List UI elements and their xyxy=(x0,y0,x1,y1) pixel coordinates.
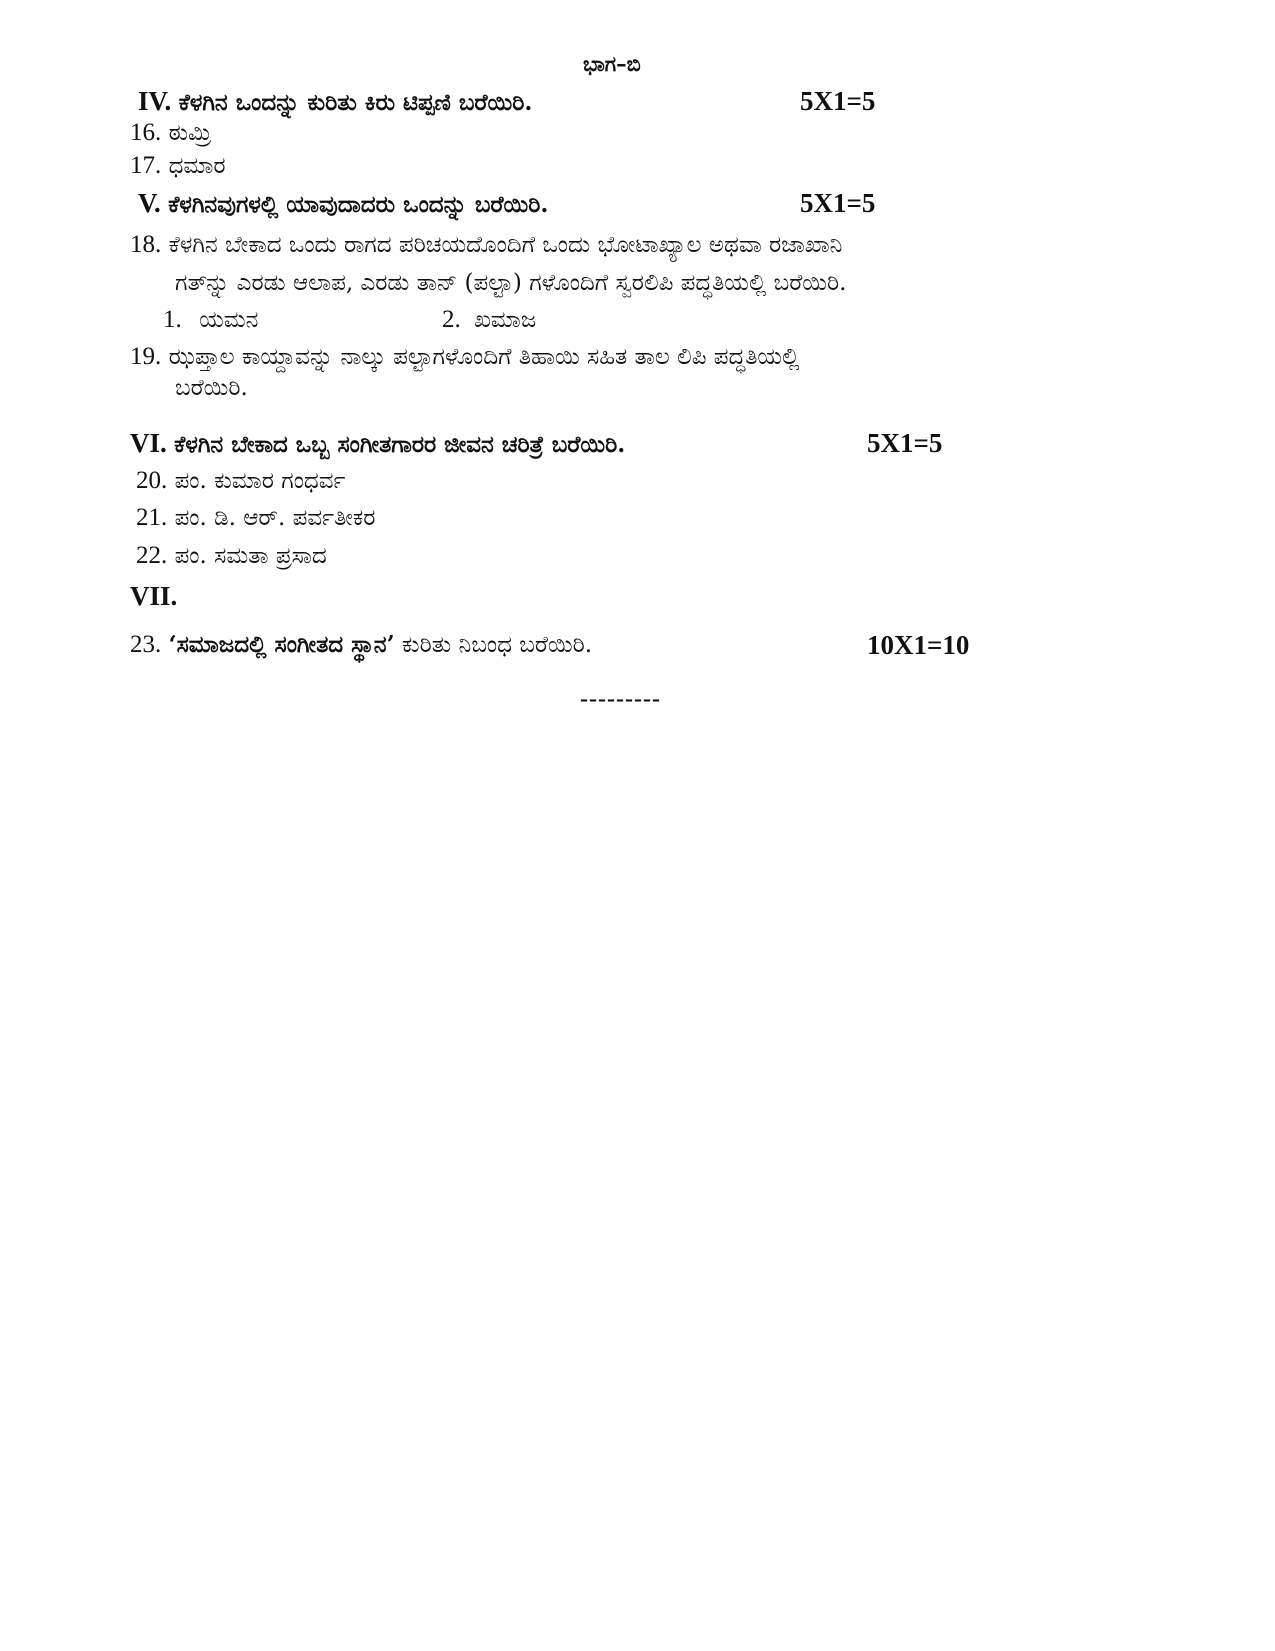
question-19-number: 19. xyxy=(130,343,162,370)
question-16-text: ಠುಮ್ರಿ xyxy=(168,120,212,146)
question-22-number: 22. xyxy=(136,542,168,569)
question-16-number: 16. xyxy=(130,119,162,146)
question-16 xyxy=(130,118,211,148)
section-vii-numeral: VII. xyxy=(130,581,178,611)
section-v-instruction: ಕೆಳಗಿನವುಗಳಲ್ಲಿ ಯಾವುದಾದರು ಒಂದನ್ನು ಬರೆಯಿರಿ. xyxy=(168,191,549,218)
section-v-heading xyxy=(138,188,548,220)
option-2-text: ಖಮಾಜ xyxy=(474,307,537,333)
option-2 xyxy=(442,305,536,335)
question-20-number: 20. xyxy=(136,467,168,494)
end-marker: --------- xyxy=(580,686,661,712)
question-19-text-2: ಬರೆಯಿರಿ. xyxy=(175,375,248,401)
section-v-marks: 5X1=5 xyxy=(800,188,876,218)
question-17 xyxy=(130,151,226,181)
question-18-number: 18. xyxy=(130,231,162,258)
section-iv-marks: 5X1=5 xyxy=(800,86,876,116)
section-iv-numeral: IV. xyxy=(138,86,172,116)
question-20 xyxy=(136,466,345,496)
question-18-line-1 xyxy=(130,230,842,260)
question-21 xyxy=(136,503,375,533)
question-23 xyxy=(130,630,592,660)
section-vi-numeral: VI. xyxy=(130,428,167,458)
question-17-number: 17. xyxy=(130,152,162,179)
question-22-text: ಪಂ. ಸಮತಾ ಪ್ರಸಾದ xyxy=(174,543,327,569)
question-18-text-1: ಕೆಳಗಿನ ಬೇಕಾದ ಒಂದು ರಾಗದ ಪರಿಚಯದೊಂದಿಗೆ ಒಂದು ಭೋಟಾಖ್ಯಾಲ ಅಥವಾ ರಜಾಖಾನಿ xyxy=(168,232,843,258)
question-18-text-2: ಗತ್‍ನ್ನು ಎರಡು ಆಲಾಪ, ಎರಡು ತಾನ್ (ಪಲ್ಟಾ) ಗಳೊಂದಿಗೆ ಸ್ವರಲಿಪಿ ಪದ್ಧತಿಯಲ್ಲಿ ಬರೆಯಿರಿ. xyxy=(175,270,847,296)
question-19-text-1: ಝಪ್ತಾಲ ಕಾಯ್ದಾವನ್ನು ನಾಲ್ಕು ಪಲ್ಟಾಗಳೊಂದಿಗೆ ತಿಹಾಯಿ ಸಹಿತ ತಾಲ ಲಿಪಿ ಪದ್ಧತಿಯಲ್ಲಿ xyxy=(168,344,800,370)
section-vi-instruction: ಕೆಳಗಿನ ಬೇಕಾದ ಒಬ್ಬ ಸಂಗೀತಗಾರರ ಜೀವನ ಚರಿತ್ರೆ ಬರೆಯಿರಿ. xyxy=(174,431,626,458)
option-1-text: ಯಮನ xyxy=(199,307,259,333)
section-iv-instruction: ಕೆಳಗಿನ ಒಂದನ್ನು ಕುರಿತು ಕಿರು ಟಿಪ್ಪಣಿ ಬರೆಯಿರಿ. xyxy=(178,89,533,116)
question-23-number: 23. xyxy=(130,631,162,658)
option-1-number: 1. xyxy=(163,306,182,333)
section-vi-heading xyxy=(130,428,625,460)
option-1 xyxy=(163,305,258,335)
part-title: ಭಾಗ–ಬಿ xyxy=(583,51,641,76)
section-iv-heading xyxy=(138,86,532,118)
question-19-line-1 xyxy=(130,342,799,372)
section-vii-marks: 10X1=10 xyxy=(867,630,970,660)
section-v-numeral: V. xyxy=(138,188,161,218)
section-vii-heading xyxy=(130,581,177,613)
question-23-title: ‘ಸಮಾಜದಲ್ಲಿ ಸಂಗೀತದ ಸ್ಥಾನ’ xyxy=(168,631,395,658)
question-22 xyxy=(136,541,327,571)
question-17-text: ಧಮಾರ xyxy=(168,153,226,179)
option-2-number: 2. xyxy=(442,306,461,333)
question-20-text: ಪಂ. ಕುಮಾರ ಗಂಧರ್ವ xyxy=(174,468,346,494)
question-23-text: ಕುರಿತು ನಿಬಂಧ ಬರೆಯಿರಿ. xyxy=(401,632,593,658)
question-21-text: ಪಂ. ಡಿ. ಆರ್. ಪರ್ವತೀಕರ xyxy=(174,505,376,531)
question-21-number: 21. xyxy=(136,504,168,531)
section-vi-marks: 5X1=5 xyxy=(867,428,943,458)
